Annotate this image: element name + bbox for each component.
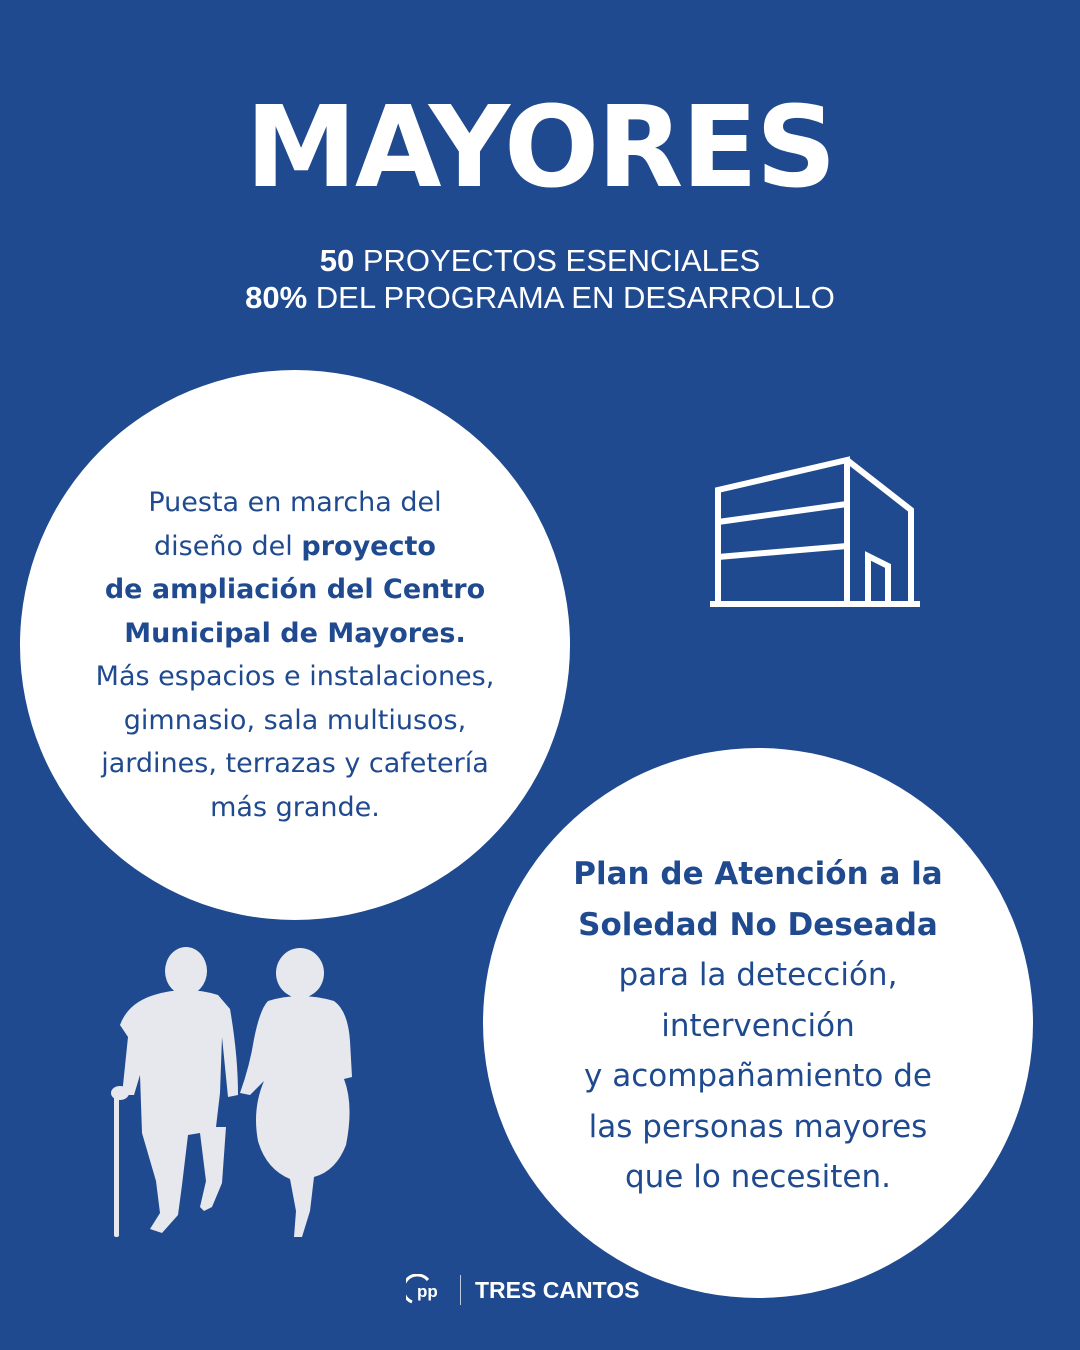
center-expansion-text: [60, 481, 530, 829]
elderly-couple-icon: [100, 945, 360, 1245]
loneliness-plan-text: [523, 849, 993, 1203]
text-line: [60, 525, 530, 569]
projects-label: PROYECTOS ESENCIALES: [354, 243, 761, 278]
text-line: Más espacios e instalaciones,: [95, 661, 495, 692]
text-line: Puesta en marcha del: [148, 487, 442, 518]
logo-letters: pp: [417, 1282, 438, 1301]
text-fragment-bold: proyecto: [301, 530, 436, 562]
pp-logo-icon: [406, 1274, 450, 1306]
brand-logo: [406, 1272, 639, 1308]
info-circle-loneliness-plan: [483, 748, 1033, 1298]
text-line: más grande.: [210, 791, 380, 823]
text-line-bold: Soledad No Deseada: [578, 906, 938, 943]
logo-divider: [460, 1275, 461, 1305]
brand-name: TRES CANTOS: [475, 1276, 640, 1303]
projects-count: 50: [319, 243, 355, 278]
program-percent: 80%: [245, 280, 308, 315]
program-label: DEL PROGRAMA EN DESARROLLO: [307, 280, 835, 315]
page-title: MAYORES: [245, 83, 835, 213]
text-fragment-bold: de ampliación del Centro: [104, 574, 486, 605]
text-line: jardines, terrazas y cafetería: [101, 748, 489, 779]
text-line: intervención: [661, 1007, 855, 1044]
text-line: que lo necesiten.: [624, 1159, 891, 1196]
text-line-bold: [60, 612, 530, 656]
text-line: gimnasio, sala multiusos,: [123, 704, 467, 736]
text-fragment-bold: Municipal de Mayores.: [124, 617, 466, 649]
building-icon: [700, 452, 925, 612]
subtitle-line-2: [0, 279, 1080, 316]
text-fragment: diseño del: [154, 530, 302, 562]
text-line-bold: Plan de Atención a la: [573, 856, 943, 893]
subtitle: [0, 242, 1080, 316]
info-circle-center-expansion: [20, 370, 570, 920]
text-line-bold: [60, 568, 530, 612]
subtitle-line-1: [0, 242, 1080, 279]
text-line: las personas mayores: [588, 1108, 928, 1145]
text-line: y acompañamiento de: [584, 1058, 932, 1095]
text-line: para la detección,: [618, 957, 898, 994]
